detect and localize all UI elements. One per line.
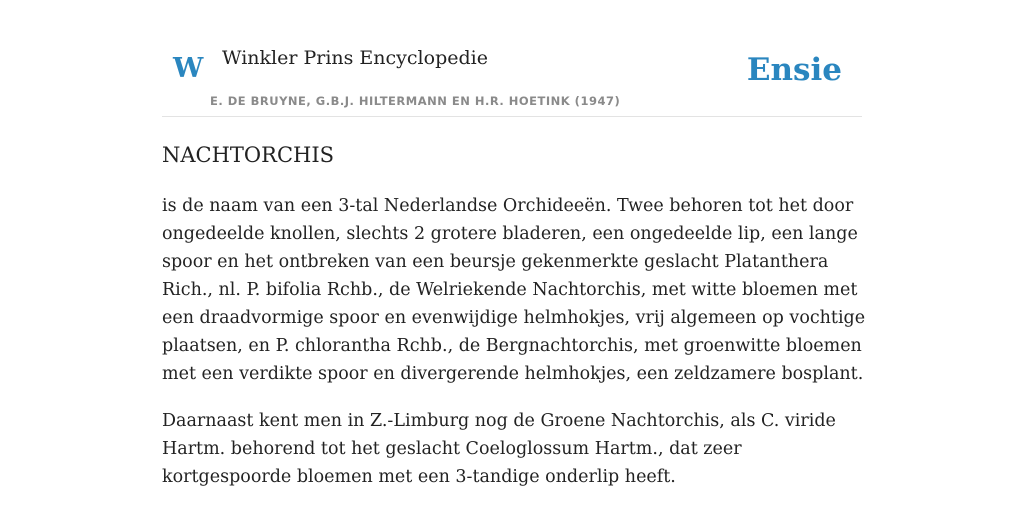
entry-body	[162, 192, 866, 510]
encyclopedia-title-link[interactable]: Winkler Prins Encyclopedie	[222, 47, 488, 69]
entry-paragraph: Daarnaast kent men in Z.-Limburg nog de Groene Nachtorchis, als C. viride Hartm. behorend tot het geslacht Coeloglossum Hartm., dat zeer kortgespoorde bloemen met een 3-tandige onderlip heeft.	[162, 411, 836, 487]
authors-credit: E. DE BRUYNE, G.B.J. HILTERMANN EN H.R. HOETINK (1947)	[210, 94, 621, 108]
encyclopedia-logo[interactable]: W	[173, 53, 204, 84]
encyclopedia-header	[162, 0, 862, 117]
entry-title: NACHTORCHIS	[162, 143, 335, 167]
entry-paragraph: is de naam van een 3-tal Nederlandse Orchideeën. Twee behoren tot het door ongedeelde knollen, slechts 2 grotere bladeren, een ongedeelde lip, een lange spoor en het ontbreken van een beursje gekenmerkte geslacht Platanthera Rich., nl. P. bifolia Rchb., de Welriekende Nachtorchis, met witte bloemen met een draadvormige spoor en evenwijdige helmhokjes, vrij algemeen op vochtige plaatsen, en P. chlorantha Rchb., de Bergnachtorchis, met groenwitte bloemen met een verdikte spoor en divergerende helmhokjes, een zeldzamere bosplant.	[162, 196, 866, 384]
ensie-logo[interactable]: Ensie	[746, 52, 842, 88]
